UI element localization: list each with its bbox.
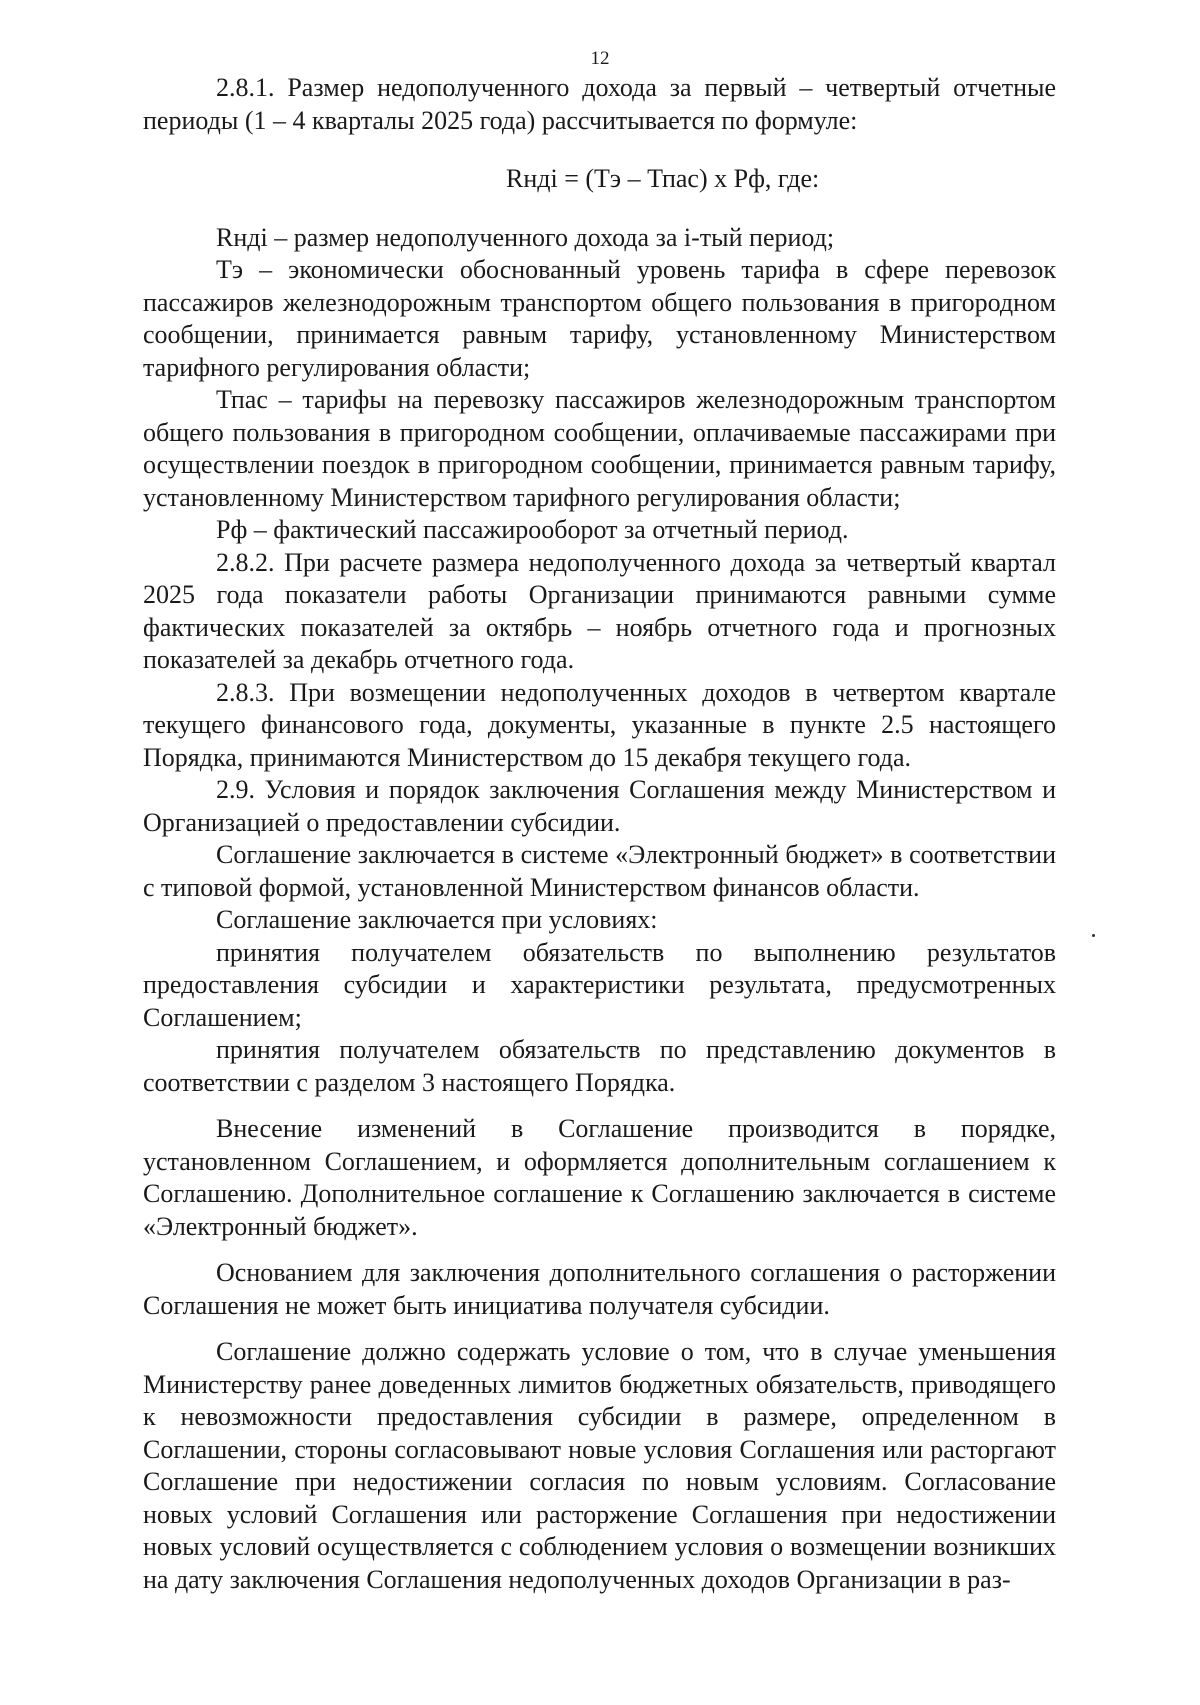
definition-rf: Рф – фактический пассажирооборот за отчетный период. <box>216 515 849 544</box>
paragraph-agreement-conditions: Соглашение заключается при условиях: <box>216 905 658 934</box>
condition-documents: принятия получателем обязательств по представлению документов в соответствии с разделом 3 настоящего Порядка. <box>143 1035 1056 1097</box>
paragraph-2-8-2: 2.8.2. При расчете размера недополученного дохода за четвертый квартал 2025 года показатели работы Организации принимаются равными сумме фактических показателей за октябрь – ноябрь отчетного года и прогнозных показателей за декабрь отчетного года. <box>143 547 1056 674</box>
paragraph-agreement-system: Соглашение заключается в системе «Электронный бюджет» в соответствии с типовой формой, установленной Министерством финансов области. <box>143 840 1056 902</box>
paragraph-2-9: 2.9. Условия и порядок заключения Соглашения между Министерством и Организацией о предоставлении субсидии. <box>143 775 1056 837</box>
definition-rnd: Rндi – размер недополученного дохода за i-тый период; <box>216 222 835 252</box>
paragraph-2-8-1: 2.8.1. Размер недополученного дохода за первый – четвертый отчетные периоды (1 – 4 кварталы 2025 года) рассчитывается по формуле: <box>143 73 1056 135</box>
scan-speck <box>1092 934 1095 937</box>
definition-te: Тэ – экономически обоснованный уровень тарифа в сфере перевозок пассажиров железнодорожным транспортом общего пользования в пригородном сообщении, принимается равным тарифу, установленному Министерством тарифного регулирования области; <box>143 255 1056 382</box>
paragraph-limits-reduction: Соглашение должно содержать условие о том, что в случае уменьшения Министерству ранее доведенных лимитов бюджетных обязательств, приводящего к невозможности предоставления субсидии в размере, определенном в Соглашении, стороны согласовывают новые условия Соглашения или расторгают Соглашение при недостижении согласия по новым условиям. Согласование новых условий Соглашения или расторжение Соглашения при недостижении новых условий осуществляется с соблюдением условия о возмещении возникших на дату заключения Соглашения недополученных доходов Организации в раз- <box>143 1337 1056 1594</box>
paragraph-amendments: Внесение изменений в Соглашение производится в порядке, установленном Соглашением, и оформляется дополнительным соглашением к Соглашению. Дополнительное соглашение к Соглашению заключается в системе «Электронный бюджет». <box>143 1114 1056 1241</box>
condition-results: принятия получателем обязательств по выполнению результатов предоставления субсидии и характеристики результата, предусмотренных Соглашением; <box>143 937 1056 1032</box>
paragraph-termination: Основанием для заключения дополнительного соглашения о расторжении Соглашения не может быть инициатива получателя субсидии. <box>143 1258 1056 1320</box>
document-body <box>143 72 1056 1596</box>
formula: Rндi = (Тэ – Тпас) х Рф, где: <box>506 164 820 193</box>
paragraph-2-8-3: 2.8.3. При возмещении недополученных доходов в четвертом квартале текущего финансового года, документы, указанные в пункте 2.5 настоящего Порядка, принимаются Министерством до 15 декабря текущего года. <box>143 677 1056 772</box>
definition-tpas: Тпас – тарифы на перевозку пассажиров железнодорожным транспортом общего пользования в пригородном сообщении, оплачиваемые пассажирами при осуществлении поездок в пригородном сообщении, принимается равным тарифу, установленному Министерством тарифного регулирования области; <box>143 385 1056 512</box>
page-number: 12 <box>590 48 610 69</box>
